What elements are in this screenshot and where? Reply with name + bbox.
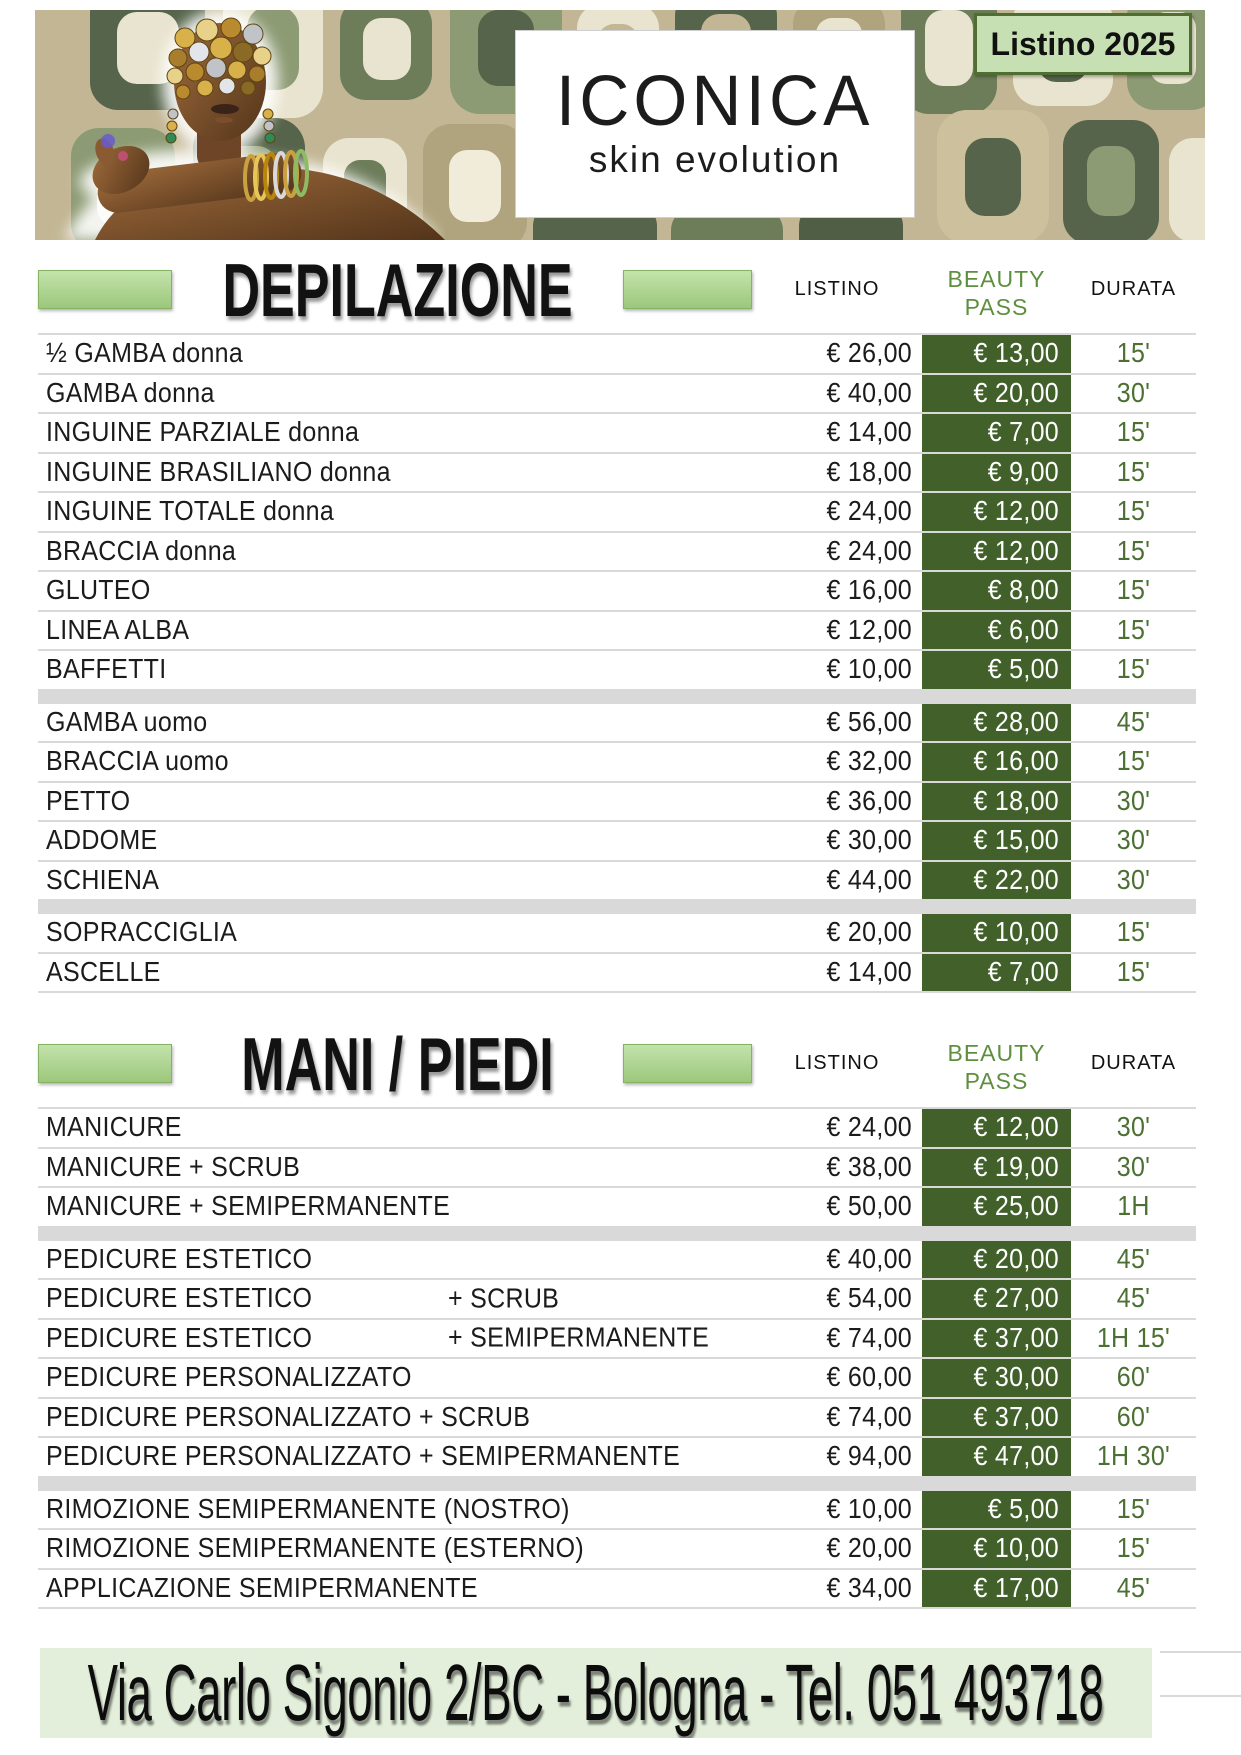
price-beauty-pass: € 37,00 <box>973 1322 1059 1354</box>
price-beauty-pass-cell <box>922 954 1071 992</box>
table-row <box>38 1186 1196 1226</box>
price-beauty-pass-cell <box>922 375 1071 413</box>
price-beauty-pass: € 7,00 <box>987 416 1059 448</box>
table-row <box>38 1147 1196 1187</box>
duration-cell <box>1071 1280 1196 1318</box>
table-row <box>38 820 1196 860</box>
duration-cell <box>1071 954 1196 992</box>
price-listino: € 40,00 <box>826 377 912 409</box>
duration: 30' <box>1116 864 1151 896</box>
green-bar-right <box>623 270 752 309</box>
column-header-listino: LISTINO <box>794 277 880 300</box>
table-row <box>38 452 1196 492</box>
duration-cell <box>1071 493 1196 531</box>
table-row <box>38 741 1196 781</box>
price-listino: € 60,00 <box>826 1361 912 1393</box>
table-row <box>38 1357 1196 1397</box>
price-beauty-pass: € 13,00 <box>973 337 1059 369</box>
service-section <box>38 245 1196 993</box>
duration: 15' <box>1116 956 1151 988</box>
address-text: Via Carlo Sigonio 2/BC - Bologna - Tel. 051 493718 <box>88 1648 1104 1738</box>
duration-cell <box>1071 822 1196 860</box>
price-beauty-pass: € 27,00 <box>973 1282 1059 1314</box>
service-name-cell <box>38 862 752 900</box>
service-name: RIMOZIONE SEMIPERMANENTE (NOSTRO) <box>46 1493 570 1525</box>
price-listino-cell <box>752 862 922 900</box>
logo-box <box>515 30 915 218</box>
table-row <box>38 649 1196 689</box>
price-beauty-pass-cell <box>922 914 1071 952</box>
service-name: MANICURE <box>46 1111 182 1143</box>
price-beauty-pass: € 6,00 <box>987 614 1059 646</box>
price-listino: € 56,00 <box>826 706 912 738</box>
duration: 30' <box>1116 824 1151 856</box>
column-header-beauty-pass: BEAUTY PASS <box>947 1040 1046 1094</box>
price-beauty-pass-cell <box>922 335 1071 373</box>
service-name-cell <box>38 651 752 689</box>
table-row <box>38 1318 1196 1358</box>
section-title: MANI / PIEDI <box>241 1020 554 1106</box>
service-name: INGUINE PARZIALE donna <box>46 416 360 448</box>
price-listino: € 30,00 <box>826 824 912 856</box>
price-listino: € 24,00 <box>826 495 912 527</box>
price-beauty-pass-cell <box>922 1188 1071 1226</box>
price-beauty-pass: € 25,00 <box>973 1190 1059 1222</box>
column-header-listino: LISTINO <box>794 1051 880 1074</box>
section-header <box>38 1019 1196 1107</box>
duration-cell <box>1071 914 1196 952</box>
price-beauty-pass: € 5,00 <box>987 653 1059 685</box>
logo-title: ICONICA <box>556 61 874 141</box>
price-beauty-pass-cell <box>922 1241 1071 1279</box>
service-name-cell <box>38 704 752 742</box>
price-listino-cell <box>752 414 922 452</box>
price-listino-cell <box>752 783 922 821</box>
price-beauty-pass: € 28,00 <box>973 706 1059 738</box>
service-name: PEDICURE PERSONALIZZATO + SCRUB <box>46 1401 531 1433</box>
table-row <box>38 781 1196 821</box>
service-name-cell <box>38 335 752 373</box>
service-name: MANICURE + SEMIPERMANENTE <box>46 1190 451 1222</box>
duration: 1H 30' <box>1096 1440 1171 1472</box>
duration: 15' <box>1116 1532 1151 1564</box>
duration-cell <box>1071 414 1196 452</box>
duration-cell <box>1071 651 1196 689</box>
table-row <box>38 1239 1196 1279</box>
service-name-cell <box>38 612 752 650</box>
service-name: PEDICURE PERSONALIZZATO <box>46 1361 412 1393</box>
price-beauty-pass-cell <box>922 1438 1071 1476</box>
service-name-cell <box>38 375 752 413</box>
duration: 15' <box>1116 456 1151 488</box>
service-name-cell <box>38 1399 752 1437</box>
price-beauty-pass: € 12,00 <box>973 1111 1059 1143</box>
table-row <box>38 491 1196 531</box>
service-name-cell <box>38 1149 752 1187</box>
price-beauty-pass-cell <box>922 572 1071 610</box>
price-listino: € 38,00 <box>826 1151 912 1183</box>
footer-address-bar <box>40 1648 1152 1738</box>
price-listino: € 18,00 <box>826 456 912 488</box>
price-listino: € 50,00 <box>826 1190 912 1222</box>
duration-cell <box>1071 533 1196 571</box>
duration-cell <box>1071 1109 1196 1147</box>
price-beauty-pass-cell <box>922 1491 1071 1529</box>
price-listino-cell <box>752 375 922 413</box>
price-beauty-pass: € 5,00 <box>987 1493 1059 1525</box>
service-name: APPLICAZIONE SEMIPERMANENTE <box>46 1572 478 1604</box>
price-beauty-pass-cell <box>922 822 1071 860</box>
table-row <box>38 570 1196 610</box>
service-name: BRACCIA donna <box>46 535 237 567</box>
price-beauty-pass-cell <box>922 612 1071 650</box>
price-listino-cell <box>752 572 922 610</box>
service-name: GLUTEO <box>46 574 151 606</box>
price-listino-cell <box>752 743 922 781</box>
service-name: ASCELLE <box>46 956 161 988</box>
service-addon: + SEMIPERMANENTE <box>448 1322 710 1354</box>
service-name-cell <box>38 822 752 860</box>
price-listino: € 32,00 <box>826 745 912 777</box>
duration: 60' <box>1116 1361 1151 1393</box>
duration-cell <box>1071 1241 1196 1279</box>
price-beauty-pass: € 18,00 <box>973 785 1059 817</box>
table-row <box>38 1397 1196 1437</box>
service-name-cell <box>38 1280 752 1318</box>
service-section <box>38 1019 1196 1609</box>
duration: 30' <box>1116 1111 1151 1143</box>
service-name: PEDICURE ESTETICO <box>46 1282 313 1314</box>
service-addon: + SCRUB <box>448 1282 560 1314</box>
duration-cell <box>1071 1359 1196 1397</box>
price-beauty-pass: € 12,00 <box>973 535 1059 567</box>
price-beauty-pass-cell <box>922 651 1071 689</box>
price-beauty-pass: € 12,00 <box>973 495 1059 527</box>
duration: 30' <box>1116 377 1151 409</box>
table-row <box>38 1107 1196 1147</box>
duration-cell <box>1071 1570 1196 1608</box>
price-listino: € 14,00 <box>826 956 912 988</box>
price-listino-cell <box>752 1570 922 1608</box>
price-beauty-pass: € 10,00 <box>973 916 1059 948</box>
price-beauty-pass: € 19,00 <box>973 1151 1059 1183</box>
service-name-cell <box>38 914 752 952</box>
duration: 45' <box>1116 1572 1151 1604</box>
duration-cell <box>1071 335 1196 373</box>
price-beauty-pass: € 15,00 <box>973 824 1059 856</box>
table-row <box>38 952 1196 992</box>
green-bar-right <box>623 1044 752 1083</box>
service-name-cell <box>38 454 752 492</box>
service-name-cell <box>38 743 752 781</box>
price-beauty-pass-cell <box>922 1320 1071 1358</box>
duration: 45' <box>1116 706 1151 738</box>
section-title: DEPILAZIONE <box>222 246 573 332</box>
duration: 15' <box>1116 574 1151 606</box>
price-listino-cell <box>752 493 922 531</box>
price-listino-cell <box>752 1188 922 1226</box>
price-beauty-pass-cell <box>922 414 1071 452</box>
duration-cell <box>1071 1149 1196 1187</box>
service-name: SCHIENA <box>46 864 160 896</box>
service-name-cell <box>38 1241 752 1279</box>
price-listino-cell <box>752 651 922 689</box>
price-listino: € 10,00 <box>826 1493 912 1525</box>
price-listino-cell <box>752 612 922 650</box>
price-listino-cell <box>752 704 922 742</box>
section-rows <box>38 1107 1196 1609</box>
divider-stub <box>1160 1695 1241 1697</box>
price-beauty-pass: € 9,00 <box>987 456 1059 488</box>
service-name: INGUINE BRASILIANO donna <box>46 456 391 488</box>
service-name-cell <box>38 572 752 610</box>
table-row <box>38 912 1196 952</box>
price-beauty-pass: € 30,00 <box>973 1361 1059 1393</box>
service-name: PEDICURE ESTETICO <box>46 1243 313 1275</box>
price-beauty-pass-cell <box>922 533 1071 571</box>
duration: 15' <box>1116 337 1151 369</box>
duration-cell <box>1071 1491 1196 1529</box>
table-row <box>38 1489 1196 1529</box>
duration: 30' <box>1116 1151 1151 1183</box>
duration: 15' <box>1116 916 1151 948</box>
price-listino: € 40,00 <box>826 1243 912 1275</box>
duration: 15' <box>1116 535 1151 567</box>
service-name: PEDICURE PERSONALIZZATO + SEMIPERMANENTE <box>46 1440 681 1472</box>
service-name-cell <box>38 1491 752 1529</box>
price-beauty-pass-cell <box>922 1359 1071 1397</box>
service-name: ADDOME <box>46 824 158 856</box>
price-listino-cell <box>752 454 922 492</box>
price-listino-cell <box>752 1530 922 1568</box>
duration-cell <box>1071 862 1196 900</box>
price-listino-cell <box>752 533 922 571</box>
price-listino-cell <box>752 1399 922 1437</box>
service-name: ½ GAMBA donna <box>46 337 244 369</box>
service-name-cell <box>38 533 752 571</box>
duration-cell <box>1071 454 1196 492</box>
duration-cell <box>1071 572 1196 610</box>
duration: 15' <box>1116 653 1151 685</box>
table-row <box>38 610 1196 650</box>
duration: 15' <box>1116 416 1151 448</box>
price-beauty-pass: € 20,00 <box>973 377 1059 409</box>
duration: 15' <box>1116 745 1151 777</box>
price-beauty-pass: € 20,00 <box>973 1243 1059 1275</box>
logo-subtitle: skin evolution <box>588 139 842 180</box>
service-name: BRACCIA uomo <box>46 745 229 777</box>
price-listino-cell <box>752 1109 922 1147</box>
duration-cell <box>1071 612 1196 650</box>
price-listino-cell <box>752 1241 922 1279</box>
price-beauty-pass: € 47,00 <box>973 1440 1059 1472</box>
service-name: BAFFETTI <box>46 653 167 685</box>
price-listino: € 12,00 <box>826 614 912 646</box>
divider-stub <box>1160 1651 1241 1653</box>
table-row <box>38 702 1196 742</box>
service-name-cell <box>38 1570 752 1608</box>
price-listino-cell <box>752 1149 922 1187</box>
group-divider <box>38 689 1196 702</box>
price-listino: € 24,00 <box>826 1111 912 1143</box>
price-listino: € 54,00 <box>826 1282 912 1314</box>
section-rows <box>38 333 1196 993</box>
duration: 1H <box>1117 1190 1150 1222</box>
price-listino-cell <box>752 914 922 952</box>
price-listino: € 74,00 <box>826 1322 912 1354</box>
model-photo <box>35 10 445 240</box>
service-name: MANICURE + SCRUB <box>46 1151 301 1183</box>
service-name: PEDICURE ESTETICO <box>46 1322 313 1354</box>
price-listino-cell <box>752 335 922 373</box>
service-name-cell <box>38 414 752 452</box>
price-beauty-pass-cell <box>922 1149 1071 1187</box>
price-beauty-pass: € 8,00 <box>987 574 1059 606</box>
price-beauty-pass: € 17,00 <box>973 1572 1059 1604</box>
table-row <box>38 1568 1196 1608</box>
service-name: INGUINE TOTALE donna <box>46 495 335 527</box>
service-name-cell <box>38 954 752 992</box>
price-listino: € 24,00 <box>826 535 912 567</box>
duration: 30' <box>1116 785 1151 817</box>
service-name-cell <box>38 1359 752 1397</box>
duration: 15' <box>1116 1493 1151 1525</box>
duration: 45' <box>1116 1243 1151 1275</box>
duration: 1H 15' <box>1096 1322 1171 1354</box>
price-beauty-pass-cell <box>922 1399 1071 1437</box>
listino-2025-badge: Listino 2025 <box>974 13 1192 75</box>
price-listino: € 14,00 <box>826 416 912 448</box>
duration-cell <box>1071 743 1196 781</box>
price-listino: € 74,00 <box>826 1401 912 1433</box>
price-listino: € 20,00 <box>826 1532 912 1564</box>
service-name-cell <box>38 783 752 821</box>
duration: 60' <box>1116 1401 1151 1433</box>
price-beauty-pass-cell <box>922 1109 1071 1147</box>
price-tables <box>38 245 1196 1609</box>
price-listino: € 94,00 <box>826 1440 912 1472</box>
duration-cell <box>1071 1438 1196 1476</box>
price-beauty-pass-cell <box>922 862 1071 900</box>
duration-cell <box>1071 1399 1196 1437</box>
price-listino-cell <box>752 1280 922 1318</box>
duration: 15' <box>1116 614 1151 646</box>
duration-cell <box>1071 783 1196 821</box>
price-beauty-pass-cell <box>922 783 1071 821</box>
service-name-cell <box>38 1188 752 1226</box>
price-listino-cell <box>752 1320 922 1358</box>
price-beauty-pass-cell <box>922 1280 1071 1318</box>
duration: 15' <box>1116 495 1151 527</box>
service-name-cell <box>38 1438 752 1476</box>
price-listino: € 34,00 <box>826 1572 912 1604</box>
header-banner <box>35 10 1205 240</box>
price-beauty-pass-cell <box>922 743 1071 781</box>
table-row <box>38 1436 1196 1476</box>
price-beauty-pass: € 7,00 <box>987 956 1059 988</box>
price-beauty-pass: € 37,00 <box>973 1401 1059 1433</box>
table-row <box>38 1278 1196 1318</box>
duration-cell <box>1071 704 1196 742</box>
duration-cell <box>1071 1188 1196 1226</box>
column-header-durata: DURATA <box>1090 277 1177 300</box>
price-listino: € 16,00 <box>826 574 912 606</box>
price-listino-cell <box>752 822 922 860</box>
price-listino: € 26,00 <box>826 337 912 369</box>
service-name: LINEA ALBA <box>46 614 190 646</box>
green-bar-left <box>38 1044 172 1083</box>
price-listino: € 36,00 <box>826 785 912 817</box>
table-row <box>38 333 1196 373</box>
service-name-cell <box>38 493 752 531</box>
price-beauty-pass-cell <box>922 704 1071 742</box>
duration-cell <box>1071 375 1196 413</box>
price-beauty-pass: € 16,00 <box>973 745 1059 777</box>
price-listino-cell <box>752 1438 922 1476</box>
duration-cell <box>1071 1320 1196 1358</box>
price-beauty-pass-cell <box>922 493 1071 531</box>
service-name: GAMBA donna <box>46 377 215 409</box>
duration: 45' <box>1116 1282 1151 1314</box>
price-beauty-pass: € 22,00 <box>973 864 1059 896</box>
column-header-beauty-pass: BEAUTY PASS <box>947 266 1046 320</box>
service-name-cell <box>38 1530 752 1568</box>
group-divider <box>38 1476 1196 1489</box>
price-listino-cell <box>752 954 922 992</box>
service-name: PETTO <box>46 785 131 817</box>
table-row <box>38 860 1196 900</box>
group-divider <box>38 1226 1196 1239</box>
price-listino-cell <box>752 1359 922 1397</box>
service-name: SOPRACCIGLIA <box>46 916 238 948</box>
duration-cell <box>1071 1530 1196 1568</box>
table-row <box>38 373 1196 413</box>
service-name-cell <box>38 1109 752 1147</box>
section-header <box>38 245 1196 333</box>
price-beauty-pass-cell <box>922 454 1071 492</box>
price-beauty-pass: € 10,00 <box>973 1532 1059 1564</box>
service-name: RIMOZIONE SEMIPERMANENTE (ESTERNO) <box>46 1532 585 1564</box>
table-row <box>38 1528 1196 1568</box>
price-listino-cell <box>752 1491 922 1529</box>
price-beauty-pass-cell <box>922 1570 1071 1608</box>
price-beauty-pass-cell <box>922 1530 1071 1568</box>
price-listino: € 20,00 <box>826 916 912 948</box>
price-listino: € 10,00 <box>826 653 912 685</box>
service-name-cell <box>38 1320 752 1358</box>
table-row <box>38 412 1196 452</box>
column-header-durata: DURATA <box>1090 1051 1177 1074</box>
group-divider <box>38 899 1196 912</box>
table-row <box>38 531 1196 571</box>
service-name: GAMBA uomo <box>46 706 208 738</box>
price-listino: € 44,00 <box>826 864 912 896</box>
green-bar-left <box>38 270 172 309</box>
